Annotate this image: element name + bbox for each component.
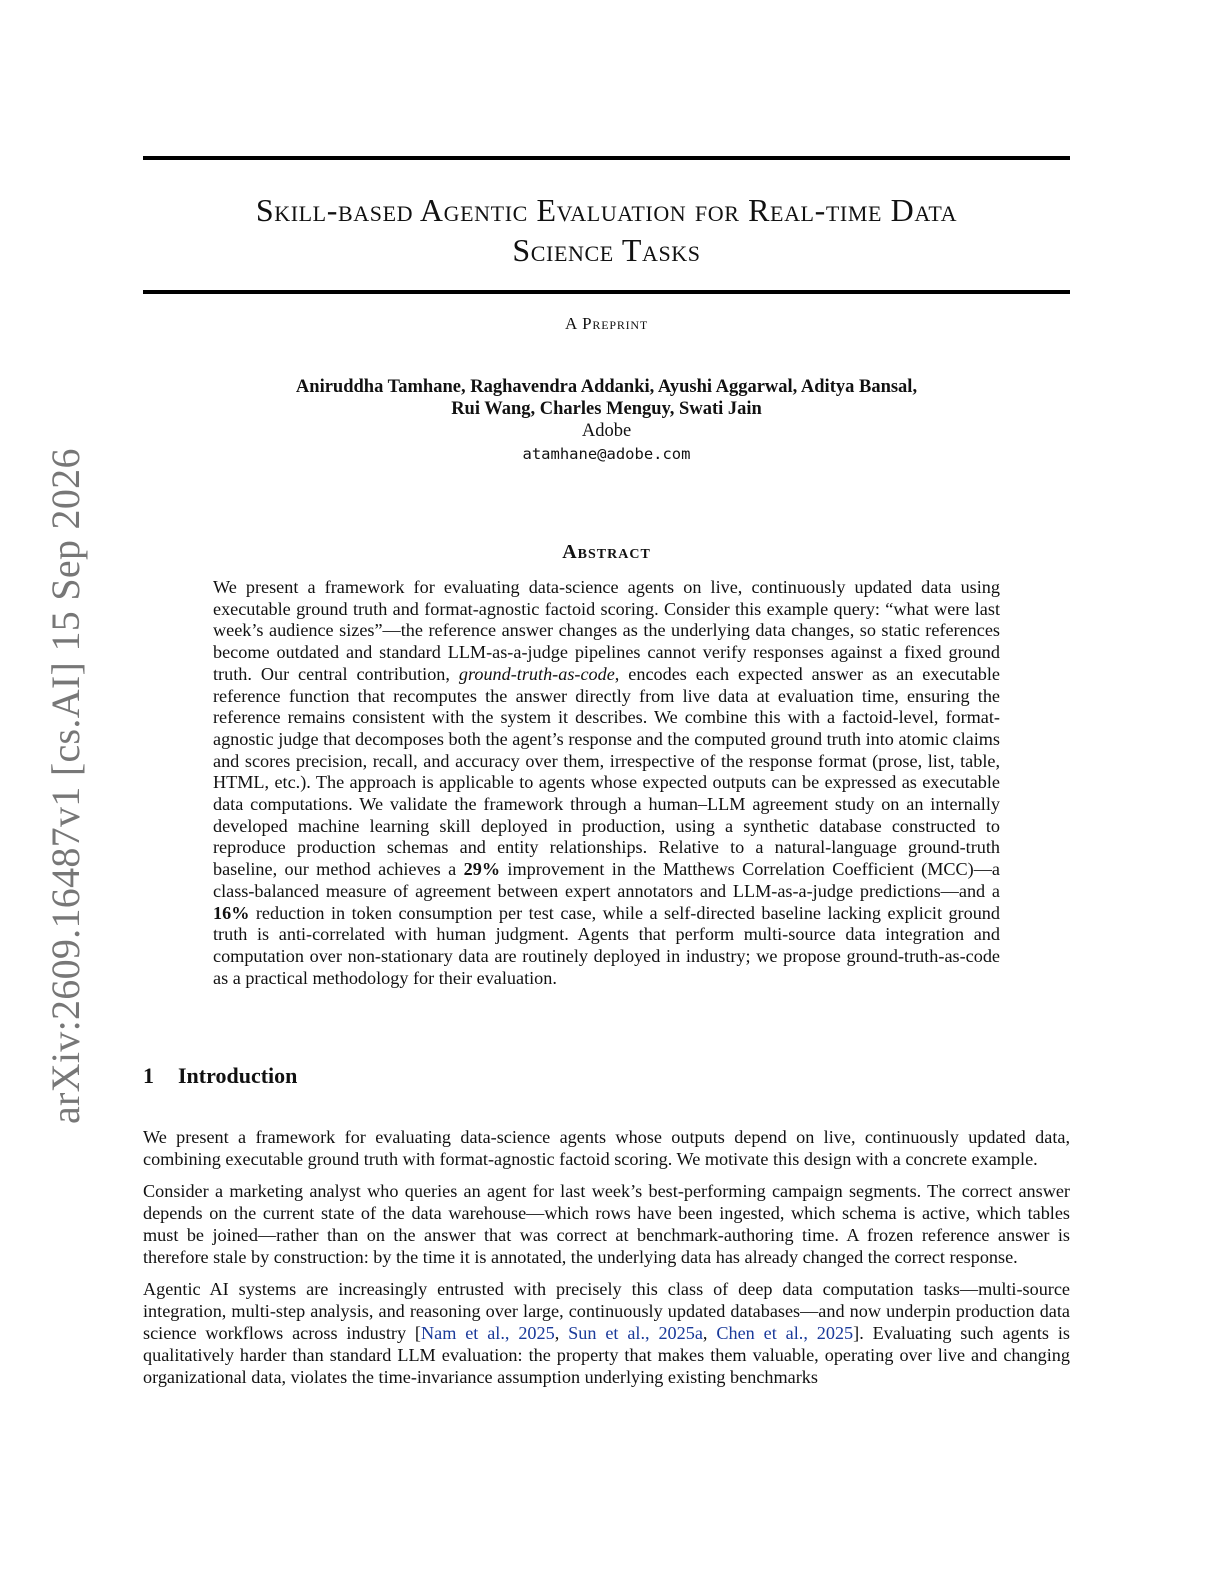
abstract-body	[213, 577, 1000, 989]
title-bottom-rule	[143, 290, 1070, 294]
intro-p3-text-a: Agentic AI systems are increasingly entrusted with precisely this class of deep data computation tasks—multi-source integration, multi-step analysis, and reasoning over large, continuously updated databases—and now underpin production data science workflows across industry [	[143, 1279, 1070, 1343]
citation-sun-2025a[interactable]: Sun et al., 2025a	[568, 1323, 703, 1343]
section-heading	[143, 1063, 297, 1089]
paper-title-line-2: Science Tasks	[512, 232, 701, 268]
section-title: Introduction	[178, 1063, 298, 1088]
abstract-heading: Abstract	[562, 541, 651, 563]
author-line-2: Rui Wang, Charles Menguy, Swati Jain	[451, 399, 762, 419]
citation-nam-2025[interactable]: Nam et al., 2025	[420, 1323, 555, 1343]
citation-separator: ,	[554, 1323, 569, 1343]
intro-paragraph-2: Consider a marketing analyst who queries an agent for last week’s best-performing campaign segments. The correct answer depends on the current state of the data warehouse—which rows have been ingested, which schema is active, which tables must be joined—rather than on the answer that was correct at benchmark-authoring time. A frozen reference answer is therefore stale by construction: by the time it is annotated, the underlying data has already changed the correct response.	[143, 1181, 1070, 1267]
paper-title	[143, 190, 1070, 270]
abstract-stat-mcc: 29%	[463, 859, 500, 880]
contact-email: atamhane@adobe.com	[522, 445, 691, 463]
abstract-stat-token: 16%	[213, 902, 250, 923]
intro-paragraph-1: We present a framework for evaluating data-science agents whose outputs depend on live, continuously updated data, combining executable ground truth with format-agnostic factoid scoring. We motivate this design with a concrete example.	[143, 1127, 1070, 1169]
affiliation: Adobe	[581, 421, 632, 441]
abstract-text-1: We present a framework for evaluating data-science agents on live, continuously updated data using executable ground truth and format-agnostic factoid scoring. Consider this example query: “what were last week’s audience sizes”—the reference answer changes as the underlying data changes, so static references become outdated and standard LLM-as-a-judge pipelines cannot verify responses against a fixed ground truth. Our central contribution,	[213, 577, 1000, 684]
introduction-body	[143, 1126, 1070, 1398]
section-number: 1	[143, 1063, 154, 1088]
arxiv-side-identifier: arXiv:2609.16487v1 [cs.AI] 15 Sep 2026	[43, 448, 88, 1124]
author-line-1: Aniruddha Tamhane, Raghavendra Addanki, Ayushi Aggarwal, Aditya Bansal,	[295, 377, 918, 397]
abstract-text-2: , encodes each expected answer as an executable reference function that recomputes the answer directly from live data at evaluation time, ensuring the reference remains consistent with the system it describes. We combine this with a factoid-level, format-agnostic judge that decomposes both the agent’s response and the computed ground truth into atomic claims and scores precision, recall, and accuracy over them, irrespective of the response format (prose, list, table, HTML, etc.). The approach is applicable to agents whose expected outputs can be expressed as executable data computations. We validate the framework through a human–LLM agreement study on an internally developed machine learning skill deployed in production, using a synthetic database constructed to reproduce production schemas and entity relationships. Relative to a natural-language ground-truth baseline, our method achieves a	[213, 663, 1001, 880]
citation-separator: ,	[702, 1323, 717, 1343]
abstract-emphasis: ground-truth-as-code	[458, 663, 615, 684]
abstract-text-3: improvement in the Matthews Correlation Coefficient (MCC)—a class-balanced measure of agreement between expert annotators and LLM-as-a-judge predictions—and a	[213, 859, 1000, 901]
citation-chen-2025[interactable]: Chen et al., 2025	[716, 1323, 854, 1343]
author-list	[143, 376, 1070, 420]
preprint-label: A Preprint	[564, 314, 649, 333]
title-top-rule	[143, 156, 1070, 160]
abstract-text-4: reduction in token consumption per test case, while a self-directed baseline lacking explicit ground truth is anti-correlated with human judgment. Agents that perform multi-source data integration and computation over non-stationary data are routinely deployed in industry; we propose ground-truth-as-code as a practical methodology for their evaluation.	[213, 902, 1000, 988]
intro-paragraph-3	[143, 1278, 1070, 1388]
intro-p3-text-b: ]. Evaluating such agents is qualitatively harder than standard LLM evaluation: the property that makes them valuable, operating over live and changing organizational data, violates the time-invariance assumption underlying existing benchmarks	[143, 1323, 1071, 1387]
paper-title-line-1: Skill-based Agentic Evaluation for Real-time Data	[255, 192, 958, 228]
